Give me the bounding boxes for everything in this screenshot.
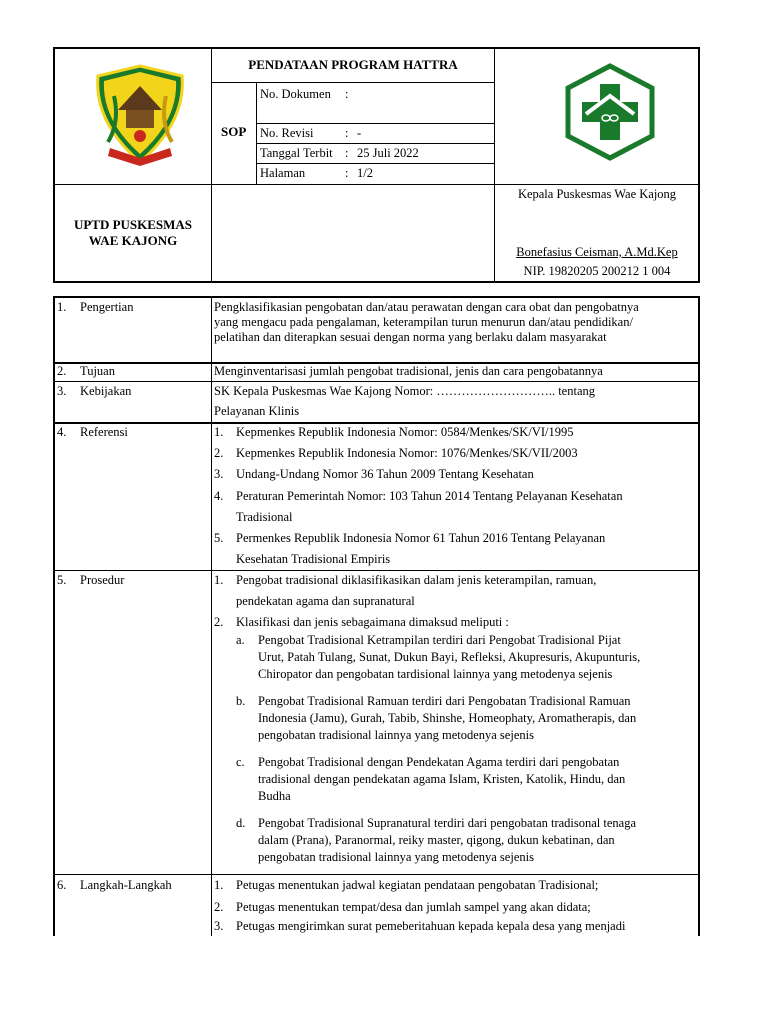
section-number: 4.	[57, 425, 67, 439]
doc-field-value: 1/2	[357, 166, 373, 180]
puskesmas-cross-logo	[562, 62, 658, 162]
text-line: SK Kepala Puskesmas Wae Kajong Nomor: ……………………….. tentang	[214, 384, 596, 398]
text-line: yang mengacu pada pengalaman, keterampilan turun menurun dan/atau pendidikan/	[214, 315, 633, 329]
doc-field-sep: :	[345, 87, 349, 101]
org-name-line1: UPTD PUSKESMAS	[73, 217, 193, 232]
list-text: Petugas mengirimkan surat pemeberitahuan kepada kepala desa yang menjadi	[236, 919, 626, 933]
signer-title: Kepala Puskesmas Wae Kajong	[517, 187, 677, 201]
list-number: 3.	[214, 467, 224, 481]
section-number: 5.	[57, 573, 67, 587]
text-line: Pengklasifikasian pengobatan dan/atau perawatan dengan cara obat dan pengobatnya	[214, 300, 639, 314]
sublist-letter: c.	[236, 755, 245, 769]
section-label: Langkah-Langkah	[80, 878, 172, 892]
list-number: 2.	[214, 615, 224, 629]
list-number: 1.	[214, 573, 224, 587]
list-text: Kepmenkes Republik Indonesia Nomor: 0584/Menkes/SK/VI/1995	[236, 425, 574, 439]
list-text: Kepmenkes Republik Indonesia Nomor: 1076/Menkes/SK/VII/2003	[236, 446, 578, 460]
sublist-text: pengobatan tradisional lainnya yang metodenya sejenis	[258, 728, 534, 742]
section-number: 6.	[57, 878, 67, 892]
section-label: Referensi	[80, 425, 128, 439]
list-text: Petugas menentukan tempat/desa dan jumlah sampel yang akan didata;	[236, 900, 591, 914]
list-text: Klasifikasi dan jenis sebagaimana dimaksud meliputi :	[236, 615, 509, 629]
section-label: Tujuan	[80, 364, 115, 378]
regency-emblem-logo	[90, 62, 190, 166]
text-line: pelatihan dan diterapkan sesuai dengan norma yang berlaku dalam masyarakat	[214, 330, 607, 344]
list-text: Permenkes Republik Indonesia Nomor 61 Tahun 2016 Tentang Pelayanan	[236, 531, 606, 545]
list-number: 1.	[214, 425, 224, 439]
list-text: pendekatan agama dan supranatural	[236, 594, 415, 608]
sublist-text: Chiropator dan pengobatan tardisional lainnya yang metodenya sejenis	[258, 667, 613, 681]
list-text: Pengobat tradisional diklasifikasikan dalam jenis keterampilan, ramuan,	[236, 573, 597, 587]
org-name-line2: WAE KAJONG	[88, 233, 178, 248]
section-number: 1.	[57, 300, 67, 314]
list-number: 4.	[214, 489, 224, 503]
doc-field-sep: :	[345, 166, 349, 180]
sublist-text: pengobatan tradisional lainnya yang metodenya sejenis	[258, 850, 534, 864]
list-number: 5.	[214, 531, 224, 545]
sublist-text: Budha	[258, 789, 291, 803]
list-text: Kesehatan Tradisional Empiris	[236, 552, 391, 566]
sublist-letter: a.	[236, 633, 245, 647]
list-text: Undang-Undang Nomor 36 Tahun 2009 Tentang Kesehatan	[236, 467, 534, 481]
signer-nip: NIP. 19820205 200212 1 004	[523, 264, 671, 278]
text-line: Menginventarisasi jumlah pengobat tradisional, jenis dan cara pengobatannya	[214, 364, 603, 378]
sublist-text: Pengobat Tradisional Ramuan terdiri dari Pengobatan Tradisional Ramuan	[258, 694, 631, 708]
sublist-text: dalam (Prana), Paranormal, reiky master, qigong, dukun kebatinan, dan	[258, 833, 615, 847]
doc-field-label: Tanggal Terbit	[260, 146, 333, 160]
doc-field-label: No. Dokumen	[260, 87, 331, 101]
sublist-text: tradisional dengan pendekatan agama Islam, Kristen, Katolik, Hindu, dan	[258, 772, 626, 786]
section-label: Kebijakan	[80, 384, 132, 398]
sublist-text: Indonesia (Jamu), Gurah, Tabib, Shinshe, Homeophaty, Aromatherapis, dan	[258, 711, 637, 725]
sublist-text: Pengobat Tradisional Ketrampilan terdiri dari Pengobat Tradisional Pijat	[258, 633, 621, 647]
list-number: 1.	[214, 878, 224, 892]
sop-label: SOP	[221, 124, 247, 139]
sublist-letter: b.	[236, 694, 246, 708]
sublist-letter: d.	[236, 816, 246, 830]
section-number: 2.	[57, 364, 67, 378]
program-title: PENDATAAN PROGRAM HATTRA	[248, 57, 458, 72]
doc-field-sep: :	[345, 126, 349, 140]
sublist-text: Pengobat Tradisional dengan Pendekatan Agama terdiri dari pengobatan	[258, 755, 620, 769]
sublist-text: Pengobat Tradisional Supranatural terdiri dari pengobatan tradisonal tenaga	[258, 816, 637, 830]
text-line: Pelayanan Klinis	[214, 404, 300, 418]
section-number: 3.	[57, 384, 67, 398]
doc-field-value: -	[357, 126, 362, 140]
list-text: Peraturan Pemerintah Nomor: 103 Tahun 2014 Tentang Pelayanan Kesehatan	[236, 489, 623, 503]
doc-field-value: 25 Juli 2022	[357, 146, 419, 160]
doc-field-sep: :	[345, 146, 349, 160]
list-text: Petugas menentukan jadwal kegiatan pendataan pengobatan Tradisional;	[236, 878, 599, 892]
list-text: Tradisional	[236, 510, 293, 524]
list-number: 2.	[214, 900, 224, 914]
list-number: 3.	[214, 919, 224, 933]
section-label: Pengertian	[80, 300, 134, 314]
doc-field-label: No. Revisi	[260, 126, 314, 140]
list-number: 2.	[214, 446, 224, 460]
sublist-text: Urut, Patah Tulang, Sunat, Dukun Bayi, Refleksi, Akupresuris, Akupunturis,	[258, 650, 641, 664]
section-label: Prosedur	[80, 573, 125, 587]
doc-field-label: Halaman	[260, 166, 306, 180]
signer-name: Bonefasius Ceisman, A.Md.Kep	[516, 245, 678, 259]
